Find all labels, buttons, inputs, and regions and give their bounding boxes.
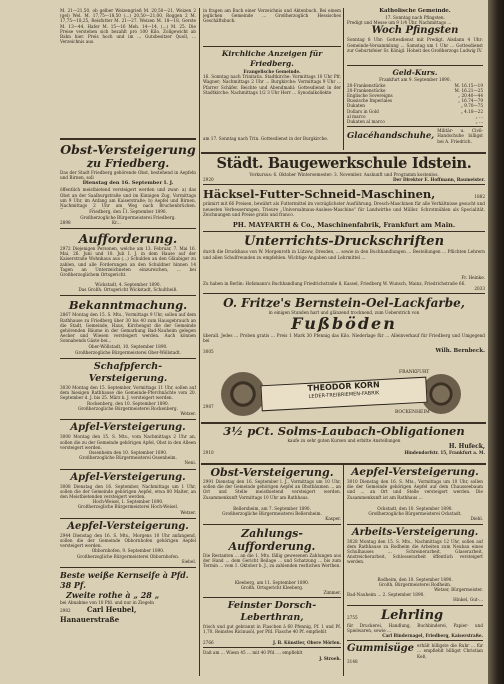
mayfarth-line: PH. MAYFARTH & Co., Maschinenfabrik, Frankfurt am Main.	[232, 221, 456, 230]
lehr-num: 2755	[347, 614, 358, 620]
divider	[60, 228, 196, 229]
right-top-column	[347, 8, 483, 150]
unter-place: Zu haben in Berlin: Hofsmann's Buchhandlung Friedrichstraße 8, Kassel, Friedberg W. Wunsch, Mainz, Friedrichstraße 66.	[203, 280, 466, 286]
kath-body: Predigt und Messe um 9 1/4 Uhr. Nachmittags ...	[347, 20, 452, 26]
obst2-body: 2991 Dienstag den 16. September l. J., Vormittags um 10 Uhr, sollen die der Gemeinde gehörigen Aepfel an Obstbäumen ... an Ort und Stelle meistbietend versteigert werden. Zusammenkunft Vormittags 10 Uhr am Rathhaus.	[203, 479, 341, 500]
divider	[203, 597, 341, 598]
korn-name: THEODOR KORN	[307, 380, 380, 393]
apfel-name: Diehl.	[470, 516, 483, 522]
glace-ad	[347, 126, 483, 144]
auff-sign: Wickstadt, 4. September 1890.	[95, 282, 161, 288]
bau-sign: Der Direktor E. Hoffmann, Baumeister.	[392, 177, 485, 183]
unter-num: 2033	[474, 285, 485, 291]
lehr-title-row	[347, 608, 483, 623]
obst-body2: öffentlich meistbietend versteigert werden und zwar: a) das Obst an der Saalburgstraße und im Kinnigen Zug, Vormittags um 9 Uhr, im Anfang am Kaiserstraße; b) Aepfel und Birnen, Nachmittags 2 Uhr am Weg nach Bruchenbrücken.	[60, 187, 196, 209]
schaf-office: Großherzogliche Bürgermeisterei Rockenberg.	[78, 406, 178, 412]
lehr-body: für Druckerei, Handlung, Buchbinderei, Papier- und Spielwaren, sowie ...	[347, 622, 483, 633]
divider	[60, 295, 196, 296]
bek-body: 2867 Montag den 15. S. Mts., Vormittags 9 Uhr, sollen auf dem Rathhause zu Friedberg über 30 bis 40 zum Hausgebrauch an die Stadt, Gemeinde, Haus, Kirchengut die der Gemeinde gehörenden Bäume in der Gemarkung Bad-Nauheim gelegen Aecker und Wiesen versteigert werden. Auch können Sonnabends Gäste bei...	[60, 312, 196, 344]
schaf-notice	[60, 361, 196, 417]
geld-row: 20-Frankenstücke M. 16.15—19	[347, 82, 483, 88]
divider	[347, 524, 483, 525]
apfel2-name: Wetzer.	[180, 509, 196, 515]
obst-footer	[60, 220, 196, 225]
fein-foot: Daß am ... Wiesn 45 ... mit 40 Pfd. ... empfiehlt	[203, 650, 303, 656]
divider	[347, 605, 483, 606]
divider	[60, 469, 196, 470]
fein-body: frisch und gut gebrannt in Flaschen à 60 Pfennig, Pf. 1 und Pf. 1,70. Reinstes Ricinusöl, per Pfd. Flasche 40 Pf. empfiehlt	[203, 624, 341, 635]
apfel3-body: 2944 Dienstag den 16. S. Mts., Morgens 10 Uhr anfangend, sollen die der Gemeinde Obbornhofen gehörigen Aepfel versteigert werden.	[60, 532, 196, 549]
obst-sign: Friedberg, den 11. September 1890.	[89, 209, 167, 215]
lehr-title: Lehrling	[381, 607, 444, 623]
geld-row: Dollars in Gold „ 4.18—22	[347, 108, 483, 114]
obst-name: Kr...	[112, 219, 121, 225]
geld-row: Dukaten „ 9.70—75	[347, 103, 483, 109]
church-sub: Evangelische Gemeinde.	[243, 69, 301, 74]
schaf-body: 3030 Montag den 15. September, Vormittags 11 Uhr, sollen auf dem hiesigen Rathhause die Gemeinde-Pferchnächte vom 20. September d. J. bis 25. März k. J. versteigert werden.	[60, 384, 196, 401]
gumm-title: Gummisüge	[347, 643, 415, 655]
fein-title: Feinster Dorsch-Leberthran,	[227, 600, 317, 624]
bad-name: Hinkel, Gut-...	[453, 597, 483, 603]
divider	[60, 419, 196, 420]
solms-ad	[203, 424, 485, 462]
bau-title: Städt. Baugewerkschule Idstein.	[216, 155, 472, 172]
unter-sign: Fr. Heinke.	[461, 275, 485, 281]
geld-row: Russische Imperiales „ 16.74—79	[347, 98, 483, 104]
mid-top-text: in fragen am Buch einer Verzeichnis und Aktenbuch. Bei einem jeglichen Gemeinde ... Großherzoglich Hessisches Geschäftsbuch.	[203, 8, 341, 24]
obst-date: Dienstag den 16. September I. J.	[82, 180, 174, 187]
gumm-body: erhält billigste die Ruhr ... für ... empfiehlt billigst Christian Keß,	[417, 643, 483, 659]
apfel1-body: 3000 Montag den 15. S. Mts., vom Nachmittags 2 Uhr an, sollen die zu der Gemeinde gehörigen Apfel, Obst in den Alleen versteigert werden.	[60, 434, 196, 450]
church-body: 16. Sonntag nach Trinitatis. Stadtkirche: Vormittags 10 Uhr Pfr. Wagner; Nachmittags 2 Uhr ... Burgkirche: Vormittags 9 Uhr ... Pfarrer Schäfer. Beichte und Abendmahl: Gottesdienst in der Stadtkirche: Nachmittags 1/2 3 Uhr Herr ... Synodalkollekte	[203, 74, 341, 95]
auff-title: Aufforderung.	[78, 231, 178, 247]
apfel-office: Großherzogliche Bürgermeisterei Ockstadt.	[368, 511, 462, 517]
obst-place: zu Friedberg.	[86, 157, 170, 170]
obst-num: 2898	[60, 219, 71, 225]
arbeit-title: Arbeits-Versteigerung.	[351, 526, 479, 538]
left-column	[60, 8, 196, 678]
zahl-title: Zahlungs-Aufforderung.	[228, 526, 316, 553]
glace-body: Militär- u. Civil-Handschuhe billigst bei A. Friedrich.	[437, 128, 483, 144]
fein-name: J. Stroeh.	[319, 655, 341, 661]
haeck-title-row	[203, 187, 485, 201]
divider	[347, 640, 483, 641]
korn-wheel-left	[221, 372, 265, 416]
solms-title: 3½ pCt. Solms-Laubach-Obligationen	[223, 424, 465, 438]
divider	[60, 567, 196, 568]
solms-footer	[203, 450, 485, 455]
apfel3-title: Aepfel-Versteigerung.	[67, 520, 189, 532]
woch-body: Sonntag 8 Uhr: Gottesdienst mit Predigt. Alsdann 4 Uhr: Gemeinde-Versammlung ... Samstag um 1 Uhr ... Gottesdienst zur Geburtsfeier Sr. Königl. Hoheit des Großherzogs Ludwig IV.	[347, 37, 483, 53]
haeck-body: prämirt mit 66 Preisen, bewährt als Futtermittel im vorzüglichster Ausführung. Dresch-Maschinen für alle Verhältnisse gesucht und neuesten Verbesserungen, Trieure „Universalmaus-Auslese-Maschine“ für Landwirthe und Müller. Schrotmühlen als Specialität. Zeichnungen und Preise gratis und franco.	[203, 201, 485, 217]
fritze-body: in einigen Stunden hart und glänzend trocknend, zum Ueberstrich von	[268, 310, 420, 316]
geld-title: Geld-Kurs.	[392, 68, 438, 78]
gumm-row	[347, 643, 483, 659]
fein-footer	[203, 640, 341, 645]
geld-row: al marco „ ...	[347, 113, 483, 119]
apfel1-title: Apfel-Versteigerung.	[70, 422, 186, 434]
bek-title: Bekanntmachung.	[68, 298, 188, 313]
arbeit-sign: Rodheim, den 10. September 1890.	[377, 576, 453, 582]
fuss-body: überall. Jedes ... Proben gratis ... Preis 1 Mark 30 Pfennig das Kilo. Niederlage für ... Alleinverkauf für Friedberg und Umgegend bei	[203, 333, 485, 344]
church-title: Kirchliche Anzeigen für Friedberg.	[221, 49, 323, 68]
bad-body: Bad-Nauheim ... 2. September 1890.	[347, 592, 425, 598]
zahl-sign: Kleeberg, am 11. September 1890.	[234, 579, 310, 585]
apfel1-name: Neni.	[184, 460, 196, 466]
korn-right: BOCKENHEIM	[395, 410, 430, 415]
apfel2-sign: Hoch-Weisel, 1. September 1890.	[92, 499, 164, 505]
obst2-office: Großherzogliche Bürgermeisterei Bellersheim.	[222, 511, 322, 517]
apfel3-office: Großherzogliche Bürgermeisterei Obbornhofen.	[76, 553, 180, 559]
church-end: am 17. Sonntag nach Trin. Gottesdienst in der Burgkirche.	[203, 136, 329, 142]
schaf-title: Schafpferch-Versteigerung.	[88, 360, 168, 384]
korn-logo-ad	[203, 368, 485, 420]
obst-title: Obst-Versteigerung	[60, 142, 196, 157]
divider	[60, 358, 196, 359]
bek-office: Großherzogliche Bürgermeisterei Ober-Wöllstadt.	[75, 349, 181, 355]
apfel-title: Aepfel-Versteigerung.	[351, 466, 479, 478]
fein-sign: J. B. Künstler, Obere Mörlen.	[273, 640, 341, 646]
soap-num: 2982	[60, 608, 71, 614]
apfel3-name: Siebel.	[181, 558, 196, 564]
kath-sub: 17. Sonntag nach Pfingsten.	[385, 15, 445, 20]
mid-top-column	[203, 8, 341, 150]
kath-title: Katholische Gemeinde.	[379, 8, 451, 14]
zahl-office: Großh. Ortsgericht Kleeberg.	[240, 584, 304, 590]
market-prices-text: M. 21—21,50, ob gelber Weizengrieß M. 20,50—21, Weizen 2 (gel) Wel. M. 17,75—18,50 (...) 20,50—21,00, Roggen 2 M. 17,75—18,25, Reisfutter M. 21—27. Weizen M. 18—18, Gerste M. 13—44, Hafer M. 15—16 Meh. 14—14, (...) M. 25. Die Preise verstehen sich bezahlt pro 100 Kilo. Zollgewicht ab Bahn hier. Preis hoch und im ... Gutsbesitzer Quoll, ... Verzeichnis aus.	[60, 8, 196, 45]
apfel1-office: Großherzogliche Bürgermeisterei Ossenheim.	[79, 455, 177, 461]
auff-body: 2972 Diejenigen Personen, welche am 13. Februar, 7. Mai 16. Mai, 26. Juni und 10. Juli I. J. in dem Hause auf der Kaiserstraße Wohnhaus aus (...) Schulden an den Gläubiger zu zahlen, und alle Forderungen an den Schuldner binnen 14 Tagen an Unterzeichneten einzureichen, ... bei Großherzoglichem Ortsgericht.	[60, 246, 196, 278]
fein-num: 2766	[203, 640, 214, 646]
korn-mid: LEDER-TREIBRIEMEN-FABRIK	[308, 390, 380, 400]
auff-notice	[60, 231, 196, 292]
fritze-title: O. Fritze's Bernstein-Oel-Lackfarbe,	[223, 296, 465, 311]
glace-title: Glacéhandschuhe,	[347, 131, 435, 142]
geld-row: Englische Sovereigns „ 20.40—44	[347, 93, 483, 99]
divider	[60, 518, 196, 519]
apfel3-sign: Obbornhofen, 9. September 1890.	[91, 548, 165, 554]
bau-body: Vorkursus: 6. Oktober Wintersemester: 3. November. Auskunft und Programm kostenlos.	[249, 172, 439, 177]
bek-notice	[60, 298, 196, 354]
apfel1-notice	[60, 422, 196, 465]
haeck-title: Häcksel-Futter-Schneid-Maschinen,	[203, 187, 436, 202]
zahl-name: Zimmer.	[323, 590, 341, 596]
apfel2-body: 3008 Dienstag den 16. September, Nachmittags um 1 Uhr, sollen die der Gemeinde gehörigen Aepfel, etwa 80 Malter, an den Meistbietenden versteigert werden.	[60, 483, 196, 500]
obst-notice	[60, 142, 196, 225]
apfel2-notice	[60, 472, 196, 515]
geld-row: 20-Frankenstücke M. 16.21—25	[347, 87, 483, 93]
bau-num: 2920	[203, 177, 214, 183]
book-spine	[488, 0, 504, 684]
fuss-sign: Wilh. Bernbeck.	[435, 348, 485, 355]
soap-sub: Zweite rothe à „ 28 „	[66, 590, 160, 601]
divider	[203, 647, 341, 648]
obst-office: Großherzogliche Bürgermeisterei Friedberg.	[80, 214, 176, 220]
korn-belt	[260, 377, 427, 412]
schaf-sign: Rockenberg, den 10. September 1890.	[86, 400, 170, 406]
korn-left: FRANKFURT	[399, 370, 430, 375]
solms-addr: Hindendorfstr. 15, Frankfurt a. M.	[404, 450, 485, 456]
obst2-sign: Bellersheim, am 7. September 1890.	[233, 506, 311, 511]
schaf-name: Wetzer.	[180, 411, 196, 417]
soap-title: Beste weiße Kernseife à Pfd. 38 Pf.	[60, 570, 189, 591]
section-divider	[201, 152, 486, 154]
solms-sign: H. Hufeck,	[448, 443, 485, 451]
arbeit-office: Großh. Bürgermeisterei Rodheim.	[378, 581, 452, 587]
mid-bottom-column	[203, 466, 341, 678]
unter-body: durch die Druckhaus von W. Morgenroth in Lützow, Dresden, ... sowie in den Buchhandlungen ... Bestellungen ... Pflichten Lehrern und allen Schulfreunden zu empfehlen. Wichtige Angaben und Lehrmittel ...	[203, 249, 485, 260]
divider	[203, 231, 485, 232]
korn-num: 2987	[203, 404, 214, 409]
column-divider	[199, 8, 200, 676]
obst2-title: Obst-Versteigerung.	[210, 466, 334, 479]
lehr-sign: Carl Bindernagel, Friedberg, Kaiserstraße.	[382, 633, 483, 639]
apfel3-notice	[60, 521, 196, 564]
soap-name: Carl Heubel, Hanauerstraße	[60, 605, 137, 625]
divider	[347, 65, 483, 66]
divider	[203, 293, 485, 294]
woch-title: Woch Pfingsten	[371, 25, 459, 37]
arbeit-body: 3028 Montag den 15. S. Mts., Nachmittags 12 Uhr, sollen auf dem Rathhause zu Rodheim die Arbeiten zum Neubau eines Schulhauses ... Schreinerarbeit, Glaserarbeit, Anstreicherarbeit, Schlosserarbeit öffentlich versteigert werden.	[347, 538, 483, 565]
right-bottom-column	[347, 466, 483, 678]
haeck-num: 1882	[474, 194, 485, 200]
obst-body: Das der Stadt Friedberg gehörende Obst, bestehend in Aepfeln und Birnen, soll	[60, 170, 196, 181]
arbeit-name: Wetzer, Bürgermeister.	[434, 587, 483, 593]
geld-row: Dukaten al marco „ ...	[347, 119, 483, 125]
solms-num: 2910	[203, 450, 214, 456]
bau-footer	[203, 177, 485, 182]
geld-table	[347, 83, 483, 125]
apfel2-title: Apfel-Versteigerung.	[70, 471, 186, 483]
zahl-body: Die Restanten ... an die 1. Mts. fällig gewesenen Zahlungen aus der Hand ... dem Gericht Beilage ... und Schatzung ... bis zum Termin ... vom 1. Oktober b. J., zu zahlenden restlichen Werthen.	[203, 552, 341, 569]
apfel-body: 3010 Dienstag den 16. S. Mts., Vormittags um 10 Uhr, sollen die der Gemeinde gehörigen Aepfel auf dem Chausseebaum und ... an Ort und Stelle versteigert werden. Die Zusammenkunft ist am Rathhaus ...	[347, 479, 483, 500]
apfel-sign: Ockstadt, den 10. September 1890.	[377, 506, 453, 511]
apfel1-sign: Ossenheim den 10. September 1890.	[88, 450, 168, 456]
solms-body: kaufe zu sehr guten Kursen und erbitte Anstellungen	[287, 438, 401, 443]
fuss-title: Fußböden	[291, 314, 397, 334]
apfel2-office: Großherzogliche Bürgermeisterei Hoch-Weisel.	[77, 504, 179, 510]
soap-ad	[60, 570, 196, 625]
divider	[60, 138, 196, 140]
geld-sub: Frankfurt am 9. September 1890.	[379, 77, 451, 83]
column-divider	[343, 8, 344, 150]
auff-office: Das Großh. Ortsgericht Wickstadt, Schultheiß.	[78, 287, 178, 293]
obst2-name: Kasper.	[325, 516, 341, 522]
divider	[203, 46, 341, 47]
soap-body: bei Abnahme von 10 Pfd. und nur in Ziegeln	[60, 600, 154, 606]
divider	[203, 184, 485, 185]
divider	[203, 524, 341, 525]
fuss-num: 3005	[203, 349, 214, 355]
unter-title: Unterrichts-Druckschriften	[243, 234, 445, 250]
soap-footer	[60, 605, 196, 625]
bek-sign: Ober-Wöllstadt, 10. September 1890.	[88, 344, 168, 350]
column-divider	[343, 464, 344, 676]
fuss-footer	[203, 349, 485, 354]
gumm-num: 3148	[347, 658, 358, 664]
